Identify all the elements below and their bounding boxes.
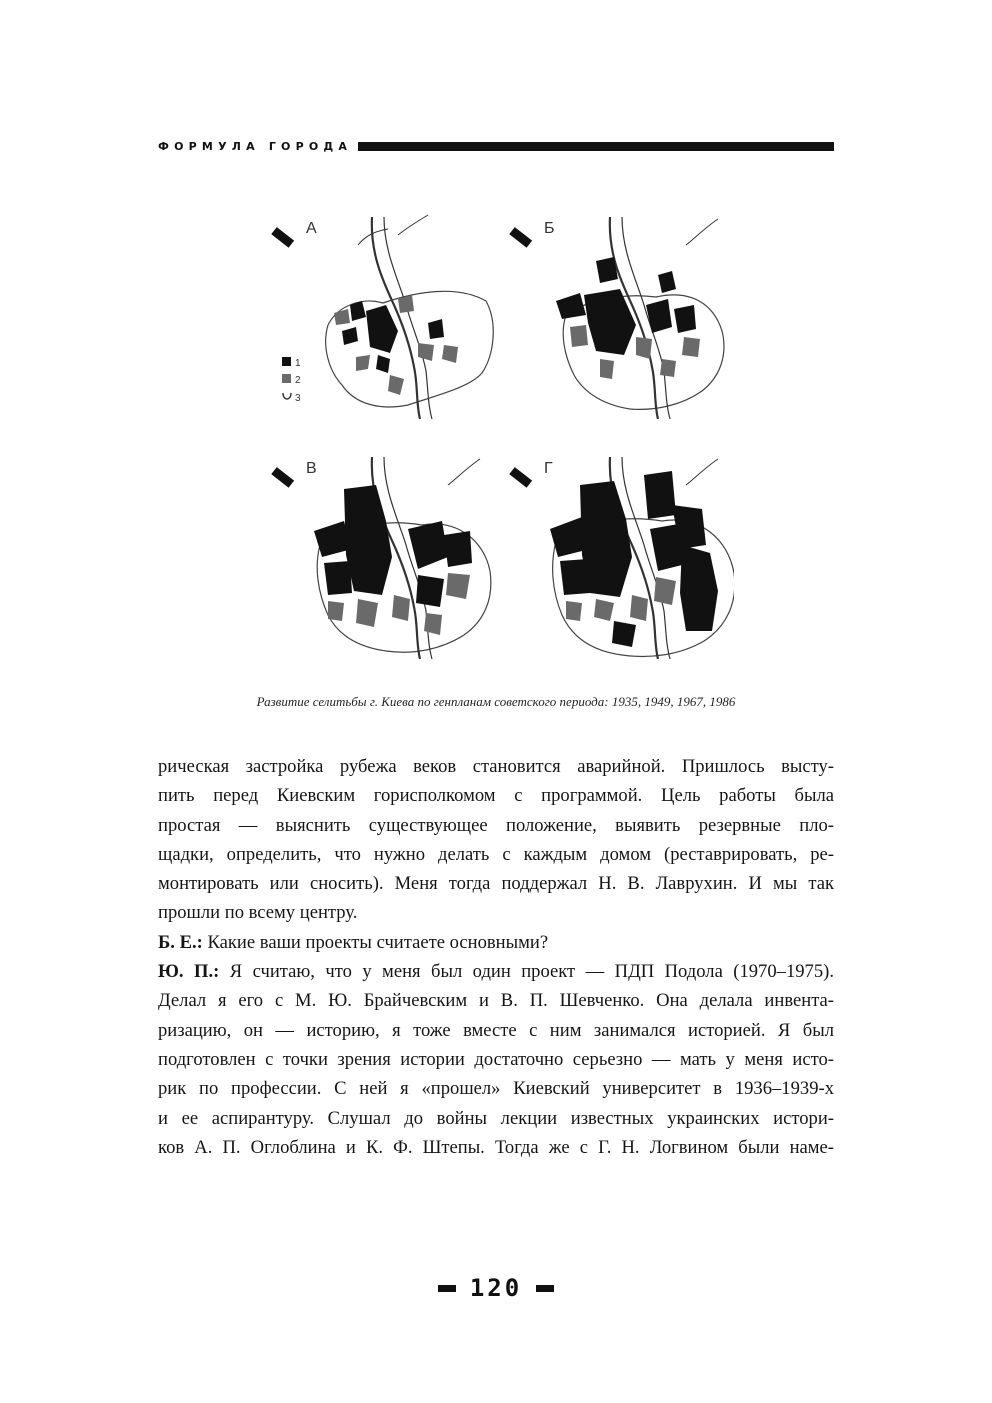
text-line: рик по профессии. С ней я «прошел» Киевский университет в 1936–1939-х [158, 1078, 834, 1100]
text-line: прошли по всему центру. [158, 902, 358, 924]
map-panel-a [271, 215, 493, 419]
map-panel-label-c: В [306, 460, 317, 477]
figure-caption: Развитие селитьбы г. Киева по генпланам советского периода: 1935, 1949, 1967, 1986 [256, 694, 736, 709]
map-legend [282, 357, 301, 404]
text-line: щадки, определить, что нужно делать с каждым домом (реставрировать, ре- [158, 843, 834, 865]
page-footer [0, 1274, 992, 1302]
body-text [158, 752, 834, 1162]
legend-swatch-outline [283, 393, 291, 399]
map-panel-b [509, 217, 724, 419]
text-line: подготовлен с точки зрения истории достаточно серьезно — мать у меня исто- [158, 1048, 834, 1070]
running-head [158, 139, 834, 153]
text-line: и ее аспирантуру. Слушал до войны лекции известных украинских истори- [158, 1107, 834, 1129]
figure-kiev-maps [258, 205, 734, 685]
legend-swatch-black [282, 357, 291, 366]
footer-bar-left [438, 1285, 456, 1292]
running-head-rule [358, 142, 834, 151]
map-panel-d [509, 457, 734, 659]
text-line: пить перед Киевским горисполкомом с программой. Цель работы была [158, 785, 834, 807]
legend-key-3: 3 [295, 393, 301, 404]
text-line: ризацию, он — историю, я тоже вместе с ним занимался историей. Я был [158, 1019, 834, 1041]
text-line: монтировать или сносить). Меня тогда поддержал Н. В. Лаврухин. И мы так [158, 873, 834, 895]
text-line: ков А. П. Оглоблина и К. Ф. Штепы. Тогда же с Г. Н. Логвином были наме- [158, 1136, 834, 1158]
running-head-title: ФОРМУЛА ГОРОДА [158, 139, 353, 153]
maps-figure-svg [258, 205, 734, 685]
question-text: Какие ваши проекты считаете основными? [202, 931, 549, 953]
text-line: простая — выяснить существующее положение, выявить резервные пло- [158, 814, 834, 836]
map-panel-label-a: А [306, 220, 317, 237]
legend-swatch-grey [282, 374, 291, 383]
page-number: 120 [469, 1274, 523, 1302]
text-line: Делал я его с М. Ю. Брайчевским и В. П. Шевченко. Она делала инвента- [158, 990, 834, 1012]
legend-key-1: 1 [295, 358, 301, 369]
answer-first-text: Я считаю, что у меня был один проект — ПДП Подола (1970–1975). [219, 961, 834, 983]
legend-key-2: 2 [295, 375, 301, 386]
speaker-yup: Ю. П.: [158, 961, 220, 983]
footer-bar-right [536, 1285, 554, 1292]
map-panel-c [271, 457, 491, 659]
answer-line [158, 957, 834, 986]
speaker-be: Б. Е.: [158, 931, 203, 953]
map-panel-label-d: Г [544, 460, 553, 477]
question-line [158, 928, 834, 957]
map-panel-label-b: Б [544, 220, 555, 237]
text-line: рическая застройка рубежа веков становится аварийной. Пришлось высту- [158, 756, 834, 777]
